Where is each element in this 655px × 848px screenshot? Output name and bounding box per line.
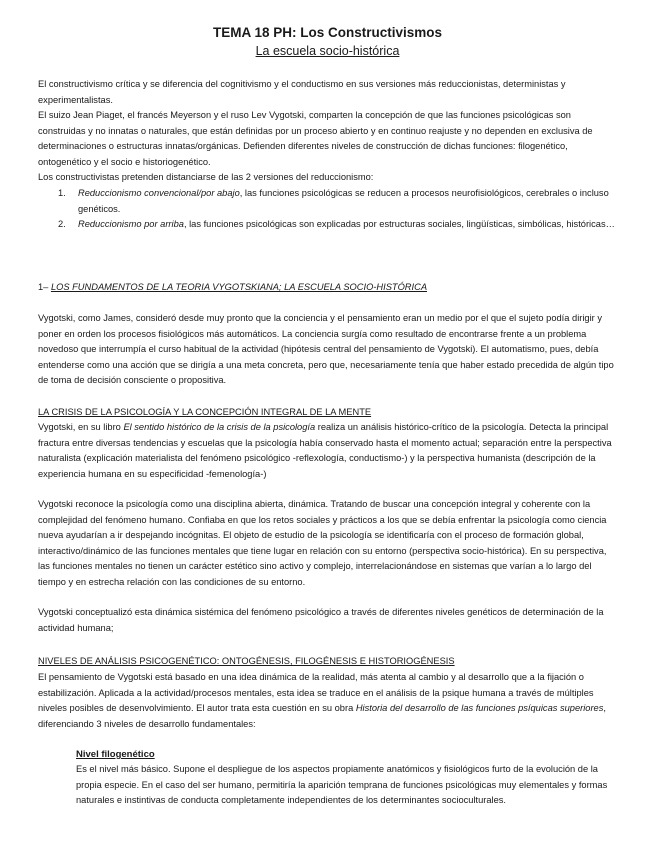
niveles-paragraph-1	[38, 670, 620, 732]
list-item-term: Reduccionismo convencional/por abajo	[78, 188, 240, 198]
niveles-heading	[38, 654, 620, 670]
filogenetico-heading: Nivel filogenético	[76, 749, 155, 760]
niveles-heading-text: NIVELES DE ANÁLISIS PSICOGENÉTICO: ONTOGÉNESIS, FILOGÉNESIS E HISTORIOGÉNESIS	[38, 656, 455, 666]
section-number: 1–	[38, 282, 49, 292]
list-item-term: Reduccionismo por arriba	[78, 219, 184, 229]
page-subtitle: La escuela socio-histórica	[255, 44, 400, 58]
list-item-text: , las funciones psicológicas se reducen a procesos neurofisiológicos, cerebrales o incluso genéticos.	[78, 188, 609, 214]
filogenetico-paragraph: Es el nivel más básico. Supone el despliegue de los aspectos propiamente anatómicos y fisiológicos furto de la evolución de la propia especie. En el caso del ser humano, permitiría la aparición temprana de funciones psicológicas muy elementales y formas naturales e instintivas de conducta completamente independientes de los determinantes socioculturales.	[76, 764, 608, 805]
intro-paragraph-2: El suizo Jean Piaget, el francés Meyerson y el ruso Lev Vygotski, comparten la concepción de que las funciones psicológicas son construidas y no innatas o naturales, que están definidas por un proceso abierto y en continuo reajuste y no dependen en exclusiva de determinaciones o estructuras innatas/orgánicas. Defienden diferentes niveles de construcción de dichas funciones: filogenético, ontogenético y el socio e historiogenético.	[38, 110, 593, 167]
crisis-paragraph-2: Vygotski reconoce la psicología como una disciplina abierta, dinámica. Tratando de buscar una concepción integral y coherente con la complejidad del fenómeno humano. Confiaba en que los retos sociales y prácticos a los que se debía enfrentar la psicología como ciencia nueva ayudarían a ir despejando incógnitas. El objeto de estudio de la psicología se identificaría con el proceso de formación global, interactivo/dinámico de las funciones mentales que tiene lugar en relación con su entorno (perspectiva socio-histórica). En su perspectiva, las funciones mentales no tienen un carácter estético sino activo y complejo, interrelacionándose en sistemas que varían a lo largo del tiempo y en estrecha relación con las condiciones de su entorno.	[38, 499, 607, 587]
list-item-number: 1.	[58, 188, 66, 198]
crisis-book-title: El sentido histórico de la crisis de la psicología	[123, 422, 316, 432]
crisis-paragraph-3: Vygotski conceptualizó esta dinámica sistémica del fenómeno psicológico a través de diferentes niveles genéticos de determinación de la actividad humana;	[38, 607, 604, 633]
niveles-book-title: Historia del desarrollo de las funciones psíquicas superiores	[355, 703, 604, 713]
section-1-heading	[38, 280, 620, 296]
section-title: LOS FUNDAMENTOS DE LA TEORIA VYGOTSKIANA; LA ESCUELA SOCIO-HISTÓRICA	[50, 282, 428, 292]
crisis-paragraph-1	[38, 420, 620, 482]
intro-paragraph-1: El constructivismo crítica y se diferencia del cognitivismo y el conductismo en sus versiones más reduccionistas, deterministas y experimentalistas.	[38, 79, 566, 105]
section-1-paragraph: Vygotski, como James, consideró desde muy pronto que la conciencia y el pensamiento eran un medio por el que el sujeto podía dirigir y poner en orden los procesos fisiológicos más automáticos. La conciencia surgía como resultado de encontrarse frente a un problema novedoso que interrumpía el curso habitual de la actividad (hipótesis central del pensamiento de Vygotski). El automatismo, pues, debía entenderse como una acción que se dirigía a una meta concreta, pero que, necesariamente tenía que haber estado precedida de algún tipo de toma de decisión consciente o propositiva.	[38, 313, 614, 385]
reduccionismo-list	[58, 186, 620, 233]
list-item	[58, 217, 620, 233]
crisis-p1-start: Vygotski, en su libro	[38, 422, 124, 432]
crisis-p1-rest: realiza un análisis histórico-crítico de la psicología. Detecta la principal fractura entre diversas tendencias y escuelas que la psicología había conservado hasta el momento actual; separación entre la perspectiva naturalista (explicación materialista del fenómeno psicológico -reflexología, conductismo-) y la perspectiva humanista (descripción de la experiencia humana en su especificidad -femenología-)	[38, 422, 612, 479]
niveles-p1-start: El pensamiento de Vygotski está basado en una idea dinámica de la realidad, más atenta al cambio y al desarrollo que a la fijación o estabilización. Aplicada a la actividad/procesos mentales, esta idea se traduce en el análisis de la psique humana a través de múltiples niveles posibles de desenvolvimiento. El autor trata esta cuestión en su obra	[38, 672, 594, 713]
intro-paragraph-3: Los constructivistas pretenden distanciarse de las 2 versiones del reduccionismo:	[38, 172, 374, 182]
page-title: TEMA 18 PH: Los Constructivismos	[212, 25, 443, 40]
niveles-p1-rest: , diferenciando 3 niveles de desarrollo fundamentales:	[38, 703, 606, 729]
crisis-heading-text: LA CRISIS DE LA PSICOLOGÍA Y LA CONCEPCIÓN INTEGRAL DE LA MENTE	[38, 407, 372, 417]
list-item-text: , las funciones psicológicas son explicadas por estructuras sociales, lingüísticas, simbólicas, históricas…	[183, 219, 615, 229]
crisis-heading	[38, 405, 620, 421]
list-item	[58, 186, 620, 217]
list-item-number: 2.	[58, 219, 66, 229]
